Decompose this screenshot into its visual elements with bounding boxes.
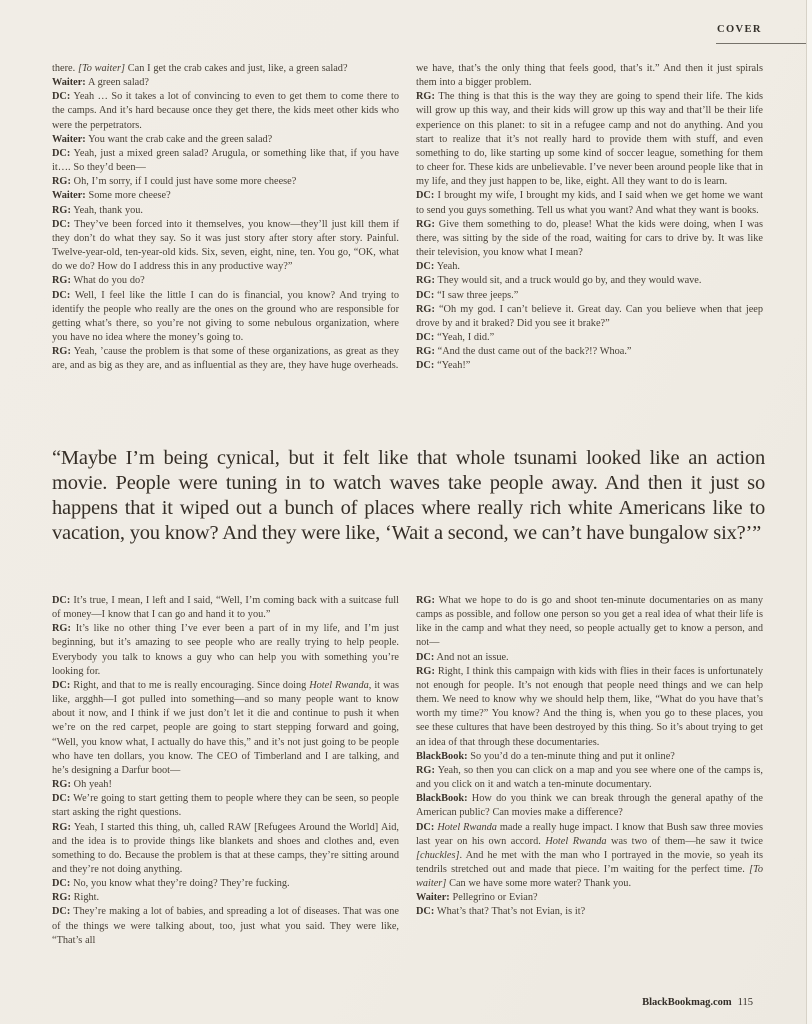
italic-text: Hotel Rwanda — [545, 835, 607, 847]
speaker-label: RG: — [52, 346, 71, 358]
speaker-label: DC: — [416, 821, 435, 833]
page-edge — [807, 0, 812, 1024]
dialogue-text: Well, I feel like the little I can do is financial, you know? And trying to identify the people who really are the ones on the ground who are responsible for getting what’s there, so you’re not giving to some nebulous organization, where you have no idea where the money’s going to. — [52, 289, 399, 343]
section-label-cover: COVER — [717, 24, 762, 35]
speaker-label: Waiter: — [52, 190, 86, 202]
dialogue-paragraph — [416, 289, 763, 303]
dialogue-text: It’s like no other thing I’ve ever been a part of in my life, and I’m just beginning, but it’s amazing to see people who are really trying to help people. Everybody you talk to knows a guy who can help you with something you’re looking for. — [52, 623, 399, 677]
dialogue-paragraph — [52, 175, 399, 189]
dialogue-text: made a really huge impact. I know that Bush saw three movies last year on his own accord. — [416, 821, 763, 847]
speaker-label: DC: — [52, 91, 71, 103]
dialogue-paragraph — [52, 147, 399, 175]
speaker-label: RG: — [416, 218, 435, 230]
dialogue-paragraph — [52, 133, 399, 147]
speaker-label: DC: — [416, 261, 435, 273]
header-rule — [716, 43, 807, 44]
dialogue-paragraph — [416, 651, 763, 665]
dialogue-text: Yeah, ’cause the problem is that some of these organizations, as great as they are, and as big as they are, and as influential as they are, they have huge overheads. — [52, 346, 399, 372]
dialogue-paragraph — [416, 189, 763, 217]
dialogue-text: I brought my wife, I brought my kids, and I said when we get home we want to send you guys something. Tell us what you want? And what they want is books. — [416, 190, 763, 216]
dialogue-text: Some more cheese? — [85, 190, 171, 202]
dialogue-paragraph — [416, 359, 763, 373]
speaker-label: DC: — [52, 289, 71, 301]
speaker-label: RG: — [52, 779, 71, 791]
speaker-label: BlackBook: — [416, 793, 468, 805]
dialogue-paragraph — [416, 821, 763, 892]
italic-text: [chuckles] — [416, 849, 460, 861]
italic-text: [To waiter] — [77, 63, 125, 74]
dialogue-paragraph — [52, 345, 399, 373]
dialogue-text: Yeah, thank you. — [70, 204, 143, 216]
dialogue-text: we have, that’s the only thing that feels good, that’s it.” And then it just spirals them into a bigger problem. — [416, 63, 763, 89]
dialogue-text: Yeah, just a mixed green salad? Arugula, or something like that, if you have it…. So they’d been— — [52, 147, 399, 174]
dialogue-paragraph — [52, 891, 399, 905]
dialogue-text: We’re going to start getting them to people where they can be seen, so people start asking the right questions. — [52, 793, 399, 819]
speaker-label: RG: — [52, 821, 71, 833]
speaker-label: Waiter: — [52, 133, 86, 145]
dialogue-text: “I saw three jeeps.” — [434, 289, 519, 301]
dialogue-text: “Yeah!” — [434, 360, 471, 372]
dialogue-text: Right, and that to me is really encouraging. Since doing — [70, 679, 310, 691]
speaker-label: RG: — [416, 303, 435, 315]
dialogue-paragraph — [416, 303, 763, 331]
dialogue-text: Yeah, I started this thing, uh, called RAW [Refugees Around the World] Aid, and the idea is to provide things like blankets and shoes and clothes and, even something to do. Because the problem is that at these camps, they’re sitting around and they’re not doing anything. — [52, 821, 399, 875]
dialogue-paragraph — [416, 750, 763, 764]
dialogue-text: Yeah, so then you can click on a map and you see where one of the camps is, and you click on it and watch a ten-minute documentary. — [416, 764, 763, 791]
dialogue-text: Oh yeah! — [70, 779, 112, 791]
dialogue-text: No, you know what they’re doing? They’re fucking. — [70, 878, 290, 890]
speaker-label: Waiter: — [416, 892, 450, 904]
speaker-label: DC: — [416, 331, 435, 343]
speaker-label: RG: — [52, 623, 71, 635]
dialogue-paragraph — [52, 76, 399, 90]
dialogue-paragraph — [52, 622, 399, 679]
dialogue-text: They would sit, and a truck would go by, and they would wave. — [434, 275, 702, 287]
dialogue-text: Yeah … So it takes a lot of convincing to even to get them to come there to the camps. And it’s hard because once they get there, the kids meet other kids who were the perpetrators. — [52, 91, 399, 131]
dialogue-text: Give them something to do, please! What the kids were doing, when I was there, was sitting by the side of the road, waiting for cars to drive by. It was like their television, you know what I mean? — [416, 218, 763, 259]
dialogue-paragraph — [416, 331, 763, 345]
dialogue-paragraph — [416, 274, 763, 288]
speaker-label: RG: — [416, 275, 435, 287]
dialogue-text: Can I get the crab cakes and just, like, a green salad? — [124, 63, 348, 74]
dialogue-paragraph — [416, 345, 763, 359]
dialogue-paragraph — [52, 189, 399, 203]
dialogue-paragraph — [52, 218, 399, 275]
dialogue-paragraph — [416, 62, 763, 90]
page-footer — [642, 997, 753, 1008]
speaker-label: Waiter: — [52, 77, 86, 89]
speaker-label: RG: — [416, 595, 435, 606]
dialogue-paragraph — [416, 891, 763, 905]
speaker-label: RG: — [52, 204, 71, 216]
speaker-label: DC: — [52, 218, 71, 230]
dialogue-paragraph — [416, 260, 763, 274]
dialogue-text: “Yeah, I did.” — [434, 331, 495, 343]
column-top-left — [52, 62, 399, 373]
dialogue-paragraph — [416, 90, 763, 189]
speaker-label: RG: — [52, 892, 71, 904]
column-bottom-left — [52, 594, 399, 948]
dialogue-paragraph — [52, 289, 399, 346]
dialogue-text: . And he met with the man who I portrayed in the movie, so yeah its tendrils stretched out and made that piece. I’m waiting for the perfect time. — [416, 849, 763, 875]
dialogue-text: And not an issue. — [434, 651, 509, 663]
column-bottom-right — [416, 594, 763, 948]
dialogue-text: Can we have some more water? Thank you. — [446, 878, 632, 890]
dialogue-paragraph — [416, 218, 763, 260]
dialogue-paragraph — [52, 594, 399, 622]
dialogue-text: Pellegrino or Evian? — [449, 892, 538, 904]
speaker-label: RG: — [416, 91, 435, 103]
speaker-label: RG: — [416, 665, 435, 677]
speaker-label: DC: — [52, 147, 71, 159]
speaker-label: DC: — [416, 651, 435, 663]
dialogue-text: , it was like, argghh—I got pulled into something—and so many people want to know about it now, and I think if we just don’t let it die and continue to push it when we’re on the red carpet, people are going to start stepping forward and going, “Well, you know what, I actually do have this,” and it’s not just going to be people who have ten dollars, you know. The CEO of Timberland and I are talking, and he’s designing a Darfur boot— — [52, 679, 400, 776]
dialogue-text: You want the crab cake and the green salad? — [85, 133, 273, 145]
dialogue-text: What we hope to do is go and shoot ten-minute documentaries on as many camps as possible, and follow one person so you get a real idea of what their life is like in the camp and what they need, so people actually get to know a person, and not— — [416, 595, 763, 649]
speaker-label: BlackBook: — [416, 750, 468, 762]
dialogue-text: They’re making a lot of babies, and spreading a lot of diseases. That was one of the things we were talking about, too, just what you said. They were like, “That’s all — [52, 906, 399, 946]
speaker-label: DC: — [52, 679, 71, 691]
dialogue-paragraph — [52, 778, 399, 792]
dialogue-text: They’ve been forced into it themselves, you know—they’ll just kill them if they don’t do what they say. So it was just story after story after story. Painful. Twelve-year-old, ten-year-old kids. Six, seven, eight, nine, ten. You go, “OK, what do we do? How do I address this in any productive way?” — [52, 218, 399, 273]
dialogue-text: Oh, I’m sorry, if I could just have some more cheese? — [70, 176, 297, 188]
dialogue-paragraph — [52, 679, 399, 778]
dialogue-text: What’s that? That’s not Evian, is it? — [434, 906, 586, 918]
speaker-label: DC: — [52, 595, 71, 606]
dialogue-text: It’s true, I mean, I left and I said, “Well, I’m coming back with a suitcase full of money—I know that I can go and hand it to you.” — [52, 595, 399, 621]
speaker-label: DC: — [416, 289, 435, 301]
dialogue-text: What do you do? — [70, 275, 145, 287]
speaker-label: DC: — [52, 793, 71, 805]
dialogue-paragraph — [52, 204, 399, 218]
speaker-label: RG: — [52, 275, 71, 287]
dialogue-text: “Oh my god. I can’t believe it. Great day. Can you believe when that jeep drove by and it braked? Did you see it brake?” — [416, 303, 763, 329]
dialogue-paragraph — [416, 905, 763, 919]
speaker-label: DC: — [52, 878, 71, 890]
dialogue-text: was two of them—he saw it twice — [606, 835, 763, 847]
italic-text: Hotel Rwanda — [309, 679, 369, 691]
dialogue-text: Right. — [70, 892, 100, 904]
dialogue-text: How do you think we can break through the general apathy of the American public? Can movies make a difference? — [416, 793, 763, 819]
interview-section-top — [52, 62, 763, 436]
dialogue-paragraph — [52, 274, 399, 288]
speaker-label: DC: — [416, 906, 435, 918]
dialogue-paragraph — [52, 62, 399, 76]
speaker-label: RG: — [52, 176, 71, 188]
dialogue-paragraph — [416, 594, 763, 651]
dialogue-text: Yeah. — [434, 261, 460, 273]
speaker-label: RG: — [416, 346, 435, 358]
dialogue-paragraph — [52, 905, 399, 947]
speaker-label: RG: — [416, 764, 435, 776]
dialogue-text: Right, I think this campaign with kids with flies in their faces is unfortunately not enough for people. It’s not enough that people need things and we can help them. We need to know why we should help them, like, “What do you have that’s worth my time?” You know? And the thing is, when you go to these places, you see these cultures that have been destroyed by this thing. So it’s about trying to get an idea of that through these documentaries. — [416, 665, 763, 748]
dialogue-paragraph — [52, 792, 399, 820]
pull-quote: “Maybe I’m being cynical, but it felt like that whole tsunami looked like an action movie. People were tuning in to watch waves take people away. And then it just so happens that it wiped out a bunch of places where really rich white Americans like to vacation, you know? And they were like, ‘Wait a second, we can’t have bungalow six?’” — [52, 447, 765, 544]
italic-text: [To waiter] — [416, 863, 763, 890]
dialogue-text: So you’d do a ten-minute thing and put it online? — [467, 750, 675, 762]
dialogue-paragraph — [416, 792, 763, 820]
footer-page-number: 115 — [737, 997, 753, 1008]
dialogue-paragraph — [52, 90, 399, 132]
speaker-label: DC: — [416, 190, 435, 202]
dialogue-text: there. — [52, 63, 78, 74]
dialogue-text: A green salad? — [85, 77, 149, 89]
dialogue-paragraph — [52, 877, 399, 891]
dialogue-paragraph — [52, 821, 399, 878]
dialogue-text: “And the dust came out of the back?!? Whoa.” — [434, 346, 632, 358]
dialogue-text: The thing is that this is the way they are going to spend their life. The kids will grow up this way, and their kids will grow up this way and that’ll be their life experience on this planet: to sit in a refugee camp and not do anything. And you start to realize that it’s not really hard to provide them with stuff, and even something to do, like starting up some kind of soccer league, something for them to cheer for. These kids are unbelievable. I’ve never been around people like that in my life, and they just happen to be, like, eight. All they want to do is learn. — [416, 91, 763, 188]
dialogue-paragraph — [416, 665, 763, 750]
speaker-label: DC: — [52, 906, 71, 918]
dialogue-paragraph — [416, 764, 763, 792]
italic-text: Hotel Rwanda — [437, 821, 497, 833]
column-top-right — [416, 62, 763, 373]
interview-section-bottom — [52, 594, 763, 982]
speaker-label: DC: — [416, 360, 435, 372]
footer-site-name: BlackBookmag.com — [642, 997, 732, 1008]
